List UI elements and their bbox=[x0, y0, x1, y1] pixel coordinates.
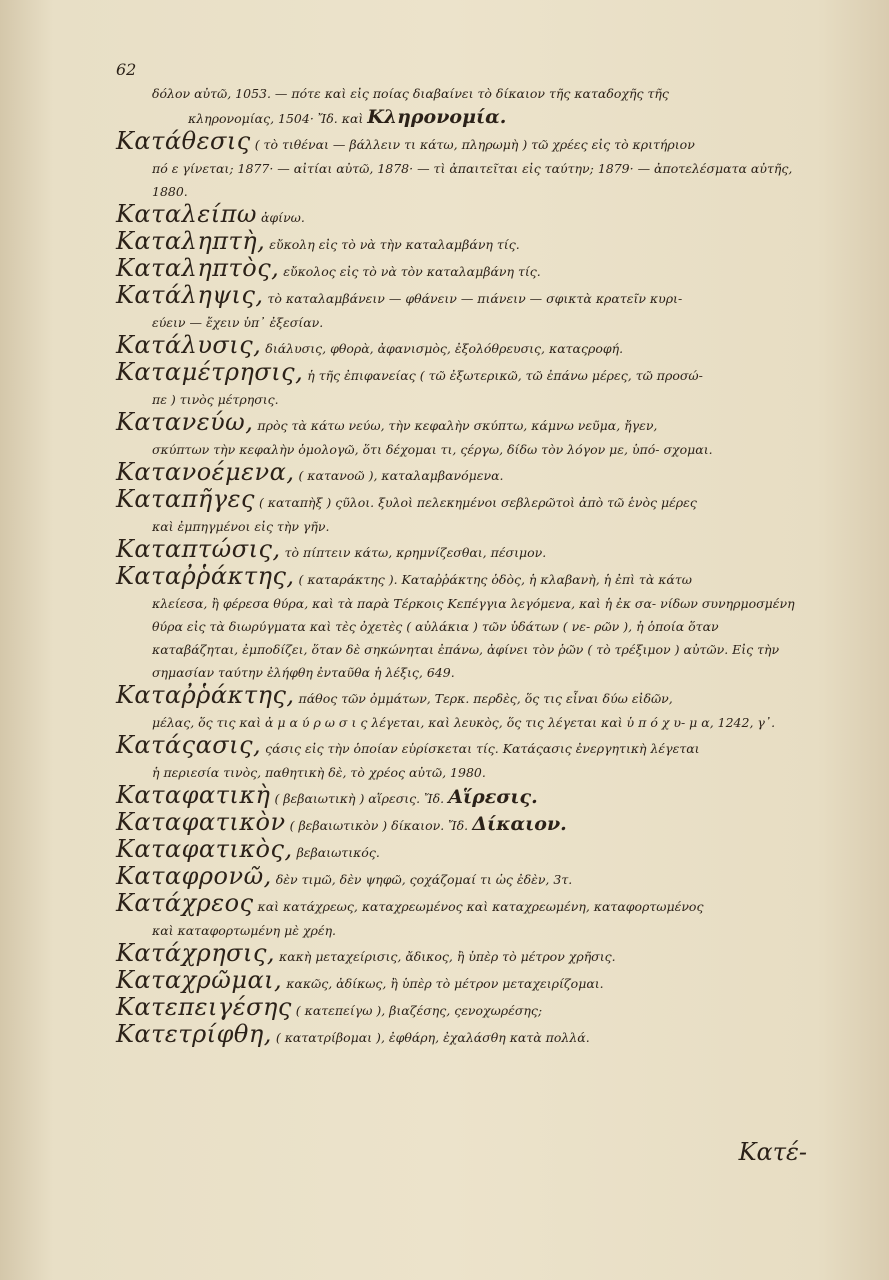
dictionary-entry bbox=[116, 731, 806, 784]
entry-definition: ( βεβαιωτικὴ ) αἵρεσις. Ἴδ. bbox=[274, 791, 445, 806]
entry-headword: Καταπῆγες bbox=[116, 485, 255, 513]
entry-definition: κακῶς, ἀδίκως, ἢ ὑπὲρ τὸ μέτρον μεταχειρίζομαι. bbox=[286, 976, 604, 991]
dictionary-entry bbox=[116, 82, 806, 130]
entry-definition: τὸ πίπτειν κάτω, κρημνίζεσθαι, πέσιμον. bbox=[284, 545, 547, 560]
entry-definition-continued: σκύπτων τὴν κεφαλὴν ὁμολογῶ, ὅτι δέχομαι τι, ςέργω, δίδω τὸν λόγον με, ὑπό- σχομαι. bbox=[152, 442, 713, 457]
dictionary-entry bbox=[116, 127, 806, 203]
dictionary-entry bbox=[116, 281, 806, 334]
entry-definition: δὲν τιμῶ, δὲν ψηφῶ, ςοχάζομαί τι ὡς ἐδὲν, 3τ. bbox=[275, 872, 573, 887]
dictionary-entry bbox=[116, 966, 806, 996]
dictionary-entry bbox=[116, 535, 806, 565]
entry-headword: Καταφατικὴ bbox=[116, 781, 271, 809]
entry-definition-continued: πό ε γίνεται; 1877· — αἰτίαι αὐτῶ, 1878· — τὶ ἀπαιτεῖται εἰς ταύτην; 1879· — ἀποτελέσματα αὐτῆς, 1880. bbox=[152, 161, 793, 199]
catchword: Κατέ- bbox=[738, 1138, 807, 1166]
entry-definition: πρὸς τὰ κάτω νεύω, τὴν κεφαλὴν σκύπτω, κάμνω νεῦμα, ἤγεν, bbox=[257, 418, 658, 433]
entry-cross-reference: Κληρονομία. bbox=[367, 106, 507, 128]
entry-cross-reference: Αἵρεσις. bbox=[448, 786, 538, 808]
entry-headword: Καταφατικὸς, bbox=[116, 835, 293, 863]
entry-definition-continued: κληρονομίας, 1504· Ἴδ. καὶ Κληρονομία. bbox=[188, 106, 507, 128]
entry-headword: Κατάθεσις bbox=[116, 127, 251, 155]
entry-definition: πάθος τῶν ὀμμάτων, Τερκ. περδὲς, ὅς τις εἶναι δύω εἰδῶν, bbox=[298, 691, 673, 706]
entry-headword: Καταφρονῶ, bbox=[116, 862, 272, 890]
dictionary-entry bbox=[116, 485, 806, 538]
entry-definition: τὸ καταλαμβάνειν — φθάνειν — πιάνειν — σφικτὰ κρατεῖν κυρι- bbox=[267, 291, 683, 306]
dictionary-entry bbox=[116, 254, 806, 284]
entry-headword: Καταφατικὸν bbox=[116, 808, 286, 836]
entry-definition: ( τὸ τιθέναι — βάλλειν τι κάτω, πληρωμὴ ) τῶ χρέες εἰς τὸ κριτήριον bbox=[254, 137, 695, 152]
entry-definition: ἀφίνω. bbox=[260, 210, 305, 225]
entry-definition: εὔκολος εἰς τὸ νὰ τὸν καταλαμβάνη τίς. bbox=[283, 264, 541, 279]
entry-definition: ( κατατρίβομαι ), ἐφθάρη, ἐχαλάσθη κατὰ πολλά. bbox=[275, 1030, 590, 1045]
entry-definition-continued: εύειν — ἔχειν ὑπ᾽ ἐξεσίαν. bbox=[152, 315, 324, 330]
entry-definition-continued: κλείεσα, ἢ φέρεσα θύρα, καὶ τὰ παρὰ Τέρκοις Κεπέγγια λεγόμενα, καὶ ἡ ἐκ σα- νίδων συνηρμοσμένη θύρα εἰς τὰ διωρύγματα καὶ τὲς ὀχετὲς ( αὐλάκια ) τῶν ὑδάτων ( νε- ρῶν ), ἡ ὁποία ὅταν καταβάζηται, ἐμποδίζει, ὅταν δὲ σηκώνηται ἐπάνω, ἀφίνει τὸν ῥῶν ( τὸ τρέξιμον ) αὐτῶν. Εἰς τὴν σημασίαν ταύτην ἐλήφθη ἐνταῦθα ἡ λέξις, 649. bbox=[152, 596, 795, 680]
entry-headword: Καταχρῶμαι, bbox=[116, 966, 283, 994]
entry-headword: Κατάληψις, bbox=[116, 281, 264, 309]
dictionary-entry bbox=[116, 862, 806, 892]
entry-definition: ( καταράκτης ). Καταῤῥάκτης ὁδὸς, ἡ κλαβανὴ, ἡ ἐπὶ τὰ κάτω bbox=[298, 572, 692, 587]
entry-headword: Κατάλυσις, bbox=[116, 331, 262, 359]
entry-headword: Κατετρίφθη, bbox=[116, 1020, 272, 1048]
entry-definition-continued: πε ) τινὸς μέτρησις. bbox=[152, 392, 279, 407]
entry-headword: Κατανεύω, bbox=[116, 408, 254, 436]
entry-definition: κακὴ μεταχείρισις, ἄδικος, ἢ ὑπὲρ τὸ μέτρον χρῆσις. bbox=[279, 949, 616, 964]
dictionary-entry bbox=[116, 562, 806, 684]
entries-column bbox=[116, 82, 806, 1050]
entry-definition-continued: καὶ καταφορτωμένη μὲ χρέη. bbox=[152, 923, 337, 938]
entry-headword: Καταμέτρησις, bbox=[116, 358, 304, 386]
entry-definition: εὔκολη εἰς τὸ νὰ τὴν καταλαμβάνη τίς. bbox=[269, 237, 520, 252]
entry-definition-continued: καὶ ἐμπηγμένοι εἰς τὴν γῆν. bbox=[152, 519, 330, 534]
dictionary-entry bbox=[116, 200, 806, 230]
dictionary-entry bbox=[116, 993, 806, 1023]
entry-definition: καὶ κατάχρεως, καταχρεωμένος καὶ καταχρεωμένη, καταφορτωμένος bbox=[257, 899, 704, 914]
dictionary-entry bbox=[116, 781, 806, 811]
entry-definition: ἡ τῆς ἐπιφανείας ( τῶ ἐξωτερικῶ, τῶ ἐπάνω μέρες, τῶ προσώ- bbox=[307, 368, 703, 383]
dictionary-entry bbox=[116, 808, 806, 838]
entry-definition: ( καταπὴξ ) ςῦλοι. ξυλοὶ πελεκημένοι σεβλερῶτοὶ ἀπὸ τῶ ἑνὸς μέρες bbox=[258, 495, 697, 510]
dictionary-entry bbox=[116, 358, 806, 411]
entry-headword: Καταῤῥάκτης, bbox=[116, 681, 295, 709]
entry-headword: Κατεπειγέσης bbox=[116, 993, 292, 1021]
entry-headword: Κατάχρεος bbox=[116, 889, 254, 917]
dictionary-entry bbox=[116, 1020, 806, 1050]
dictionary-entry bbox=[116, 681, 806, 734]
entry-headword: Καταληπτὴ, bbox=[116, 227, 266, 255]
page-number: 62 bbox=[116, 60, 137, 79]
entry-headword: Κατανοέμενα, bbox=[116, 458, 295, 486]
entry-headword: Καταλείπω bbox=[116, 200, 257, 228]
entry-headword: Κατάχρησις, bbox=[116, 939, 276, 967]
entry-definition: ( κατανοῶ ), καταλαμβανόμενα. bbox=[298, 468, 504, 483]
dictionary-entry bbox=[116, 939, 806, 969]
entry-cross-reference: Δίκαιον. bbox=[472, 813, 567, 835]
entry-headword: Καταληπτὸς, bbox=[116, 254, 280, 282]
dictionary-entry bbox=[116, 331, 806, 361]
entry-definition: βεβαιωτικός. bbox=[296, 845, 380, 860]
entry-headword: Καταῤῥάκτης, bbox=[116, 562, 295, 590]
entry-definition: ( βεβαιωτικὸν ) δίκαιον. Ἴδ. bbox=[289, 818, 469, 833]
dictionary-entry bbox=[116, 458, 806, 488]
dictionary-entry bbox=[116, 889, 806, 942]
entry-definition: δόλον αὐτῶ, 1053. — πότε καὶ εἰς ποίας διαβαίνει τὸ δίκαιον τῆς καταδοχῆς τῆς bbox=[152, 86, 669, 101]
entry-definition: ( κατεπείγω ), βιαζέσης, ςενοχωρέσης; bbox=[295, 1003, 543, 1018]
entry-definition: ςάσις εἰς τὴν ὁποίαν εὑρίσκεται τίς. Κατάςασις ἐνεργητικὴ λέγεται bbox=[265, 741, 700, 756]
entry-definition-continued: μέλας, ὅς τις καὶ ἀ μ α ύ ρ ω σ ι ς λέγεται, καὶ λευκὸς, ὅς τις λέγεται καὶ ὑ π ό χ υ- μ α, 1242, γ᾽. bbox=[152, 715, 776, 730]
entry-definition: διάλυσις, φθορὰ, ἀφανισμὸς, ἐξολόθρευσις, καταςροφή. bbox=[265, 341, 624, 356]
dictionary-entry bbox=[116, 835, 806, 865]
entry-headword: Καταπτώσις, bbox=[116, 535, 281, 563]
dictionary-entry bbox=[116, 408, 806, 461]
entry-headword: Κατάςασις, bbox=[116, 731, 262, 759]
dictionary-entry bbox=[116, 227, 806, 257]
entry-definition-continued: ἡ περιεσία τινὸς, παθητικὴ δὲ, τὸ χρέος αὐτῶ, 1980. bbox=[152, 765, 486, 780]
